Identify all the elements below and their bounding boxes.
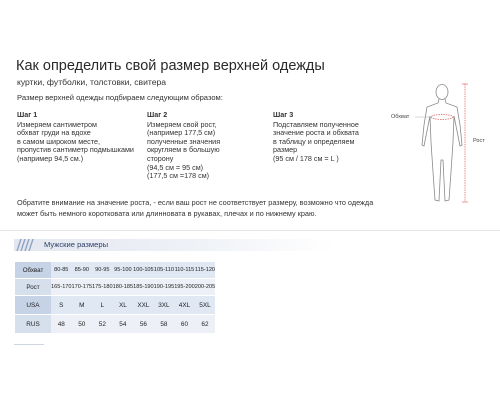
row-header: Рост (15, 279, 51, 296)
body-silhouette-icon (395, 80, 485, 210)
step-1 (17, 111, 134, 164)
table-cell: 48 (51, 315, 72, 334)
measurement-figure (391, 80, 485, 210)
row-header: USA (15, 296, 51, 315)
step-3 (273, 111, 359, 164)
table-cell: XL (113, 296, 134, 315)
step-line: в самом широком месте, (17, 136, 100, 146)
table-cell: 170-175 (72, 279, 93, 296)
table-cell: 56 (133, 315, 154, 334)
step-2 (147, 111, 220, 181)
height-note (17, 198, 377, 219)
row-header: Обхват (15, 262, 51, 279)
step-line: сторону (147, 153, 174, 163)
note-line: может быть немного коротковата или длинновата в рукавах, плечах и по нижнему краю. (17, 208, 317, 218)
table-cell: 85-90 (72, 262, 93, 279)
table-cell: 50 (72, 315, 93, 334)
table-cell: 165-170 (51, 279, 72, 296)
step-line: обхват груди на вдохе (17, 128, 91, 138)
table-cell: 190-195 (154, 279, 175, 296)
height-label: Рост (473, 138, 485, 144)
size-table (15, 262, 215, 334)
table-cell: 5XL (195, 296, 216, 315)
table-cell: 175-180 (92, 279, 113, 296)
table-cell: 95-100 (113, 262, 134, 279)
row-header: RUS (15, 315, 51, 334)
table-cell: 100-105 (133, 262, 154, 279)
step-line: округляем в большую (147, 145, 220, 155)
step-heading: Шаг 3 (273, 110, 294, 119)
table-cell: M (72, 296, 93, 315)
step-line: (например 177,5 см) (147, 128, 216, 138)
table-cell: XXL (133, 296, 154, 315)
step-heading: Шаг 2 (147, 110, 168, 119)
step-heading: Шаг 1 (17, 110, 38, 119)
step-line: пропустив сантиметр подмышками (17, 145, 134, 155)
page-title: Как определить свой размер верхней одежды (16, 58, 325, 74)
step-line: Подставляем полученное (273, 119, 359, 129)
chest-label: Обхват (391, 114, 410, 120)
step-line: размер (273, 145, 298, 155)
table-row (15, 279, 215, 296)
table-cell: 80-85 (51, 262, 72, 279)
table-row (15, 296, 215, 315)
table-cell: 54 (113, 315, 134, 334)
table-cell: 200-205 (195, 279, 216, 296)
table-cell: L (92, 296, 113, 315)
divider (0, 230, 500, 231)
table-cell: 62 (195, 315, 216, 334)
table-cell: 195-200 (174, 279, 195, 296)
page-subtitle: куртки, футболки, толстовки, свитера (17, 77, 167, 87)
table-cell: 60 (174, 315, 195, 334)
stripes-icon (14, 239, 36, 251)
step-line: (например 94,5 см.) (17, 153, 84, 163)
divider (14, 344, 44, 345)
table-cell: 52 (92, 315, 113, 334)
table-row (15, 315, 215, 334)
step-line: (95 см / 178 см = L ) (273, 153, 339, 163)
table-row (15, 262, 215, 279)
table-cell: 90-95 (92, 262, 113, 279)
intro-text: Размер верхней одежды подбираем следующим образом: (17, 93, 223, 102)
table-cell: 185-190 (133, 279, 154, 296)
table-cell: 4XL (174, 296, 195, 315)
step-line: Измеряем сантиметром (17, 119, 97, 129)
step-line: (94,5 см = 95 см) (147, 162, 204, 172)
section-title: Мужские размеры (44, 240, 109, 249)
table-cell: 180-185 (113, 279, 134, 296)
note-line: Обратите внимание на значение роста, - если ваш рост не соответствует размеру, возможно что одежда (17, 198, 374, 207)
table-cell: S (51, 296, 72, 315)
table-cell: 105-110 (154, 262, 175, 279)
step-line: полученные значения (147, 136, 221, 146)
step-line: значение роста и обхвата (273, 128, 359, 138)
step-line: (177,5 см =178 см) (147, 171, 210, 181)
table-cell: 110-115 (174, 262, 195, 279)
table-cell: 115-120 (195, 262, 216, 279)
step-line: в таблицу и определяем (273, 136, 355, 146)
table-cell: 3XL (154, 296, 175, 315)
step-line: Измеряем свой рост, (147, 119, 217, 129)
table-cell: 58 (154, 315, 175, 334)
